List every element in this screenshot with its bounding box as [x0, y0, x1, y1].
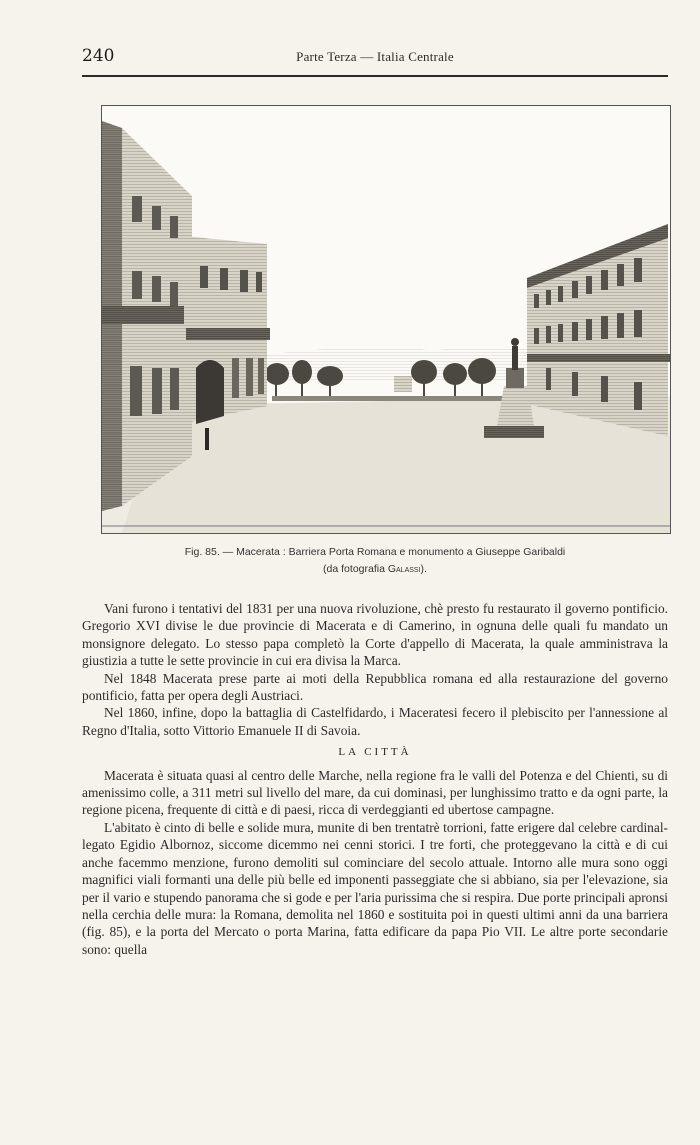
figure-caption	[82, 544, 668, 578]
paragraph: L'abitato è cinto di belle e solide mura, munite di ben trentatrè torrioni, fatte erigere dal celebre cardinal-legato Egidio Albornoz, siccome dicemmo nei cenni storici. I tre forti, che proteggevano la città e di cui anche facemmo menzione, furono demoliti sul cominciare del secolo attuale. Intorno alle mura sono oggi magnifici viali formanti una delle più belle ed imponenti passeggiate che si abbiano, sia per l'elevazione, sia per il vario e stupendo panorama che si gode e per l'aria purissima che si respira. Due porte principali apronsi nella cerchia delle mura: la Romana, demolita nel 1860 e sostituita poi in questi ultimi anni da una barriera (fig. 85), e la porta del Mercato o porta Marina, fatta edificare da papa Pio VII. Le altre porte secondarie sono: quella	[82, 819, 668, 957]
paragraph: Nel 1860, infine, dopo la battaglia di Castelfidardo, i Maceratesi fecero il plebiscito per l'annessione al Regno d'Italia, sotto Vittorio Emanuele II di Savoia.	[82, 705, 668, 738]
caption-line-1: Fig. 85. — Macerata : Barriera Porta Romana e monumento a Giuseppe Garibaldi	[184, 546, 566, 558]
page-header	[82, 46, 668, 72]
piazza-engraving	[102, 106, 670, 533]
caption-line-2	[82, 561, 668, 578]
engraving-illustration	[101, 105, 671, 534]
section-title: LA CITTÀ	[338, 746, 412, 759]
caption-prefix: (da fotografia	[323, 563, 388, 575]
page-number: 240	[82, 46, 115, 66]
caption-suffix: ).	[420, 563, 427, 575]
photo-credit: Galassi	[387, 563, 421, 575]
paragraph: Nel 1848 Macerata prese parte ai moti della Repubblica romana ed alla restaurazione del governo pontificio, fatta per opera degli Austriaci.	[82, 670, 668, 704]
paragraph: Macerata è situata quasi al centro delle Marche, nella regione fra le valli del Potenza e del Chienti, su di amenissimo colle, a 311 metri sul livello del mare, da cui dominasi, per lunghissimo tratto e da ogni parte, la regione picena, frequente di città e di paesi, ricca di verdeggianti ed ubertose campagne.	[82, 767, 668, 818]
body-text	[82, 600, 668, 958]
running-title: Parte Terza — Italia Centrale	[296, 49, 454, 64]
paragraph: Vani furono i tentativi del 1831 per una nuova rivoluzione, chè presto fu restaurato il governo pontificio. Gregorio XVI divise le due provincie di Macerata e di Camerino, in ognuna delle quali fu mandato un monsignore delegato. Lo stesso papa completò la Corte d'appello di Macerata, la quale amministrava la giustizia a tutte le sette provincie in cui era divisa la Marca.	[82, 601, 668, 669]
header-rule	[82, 75, 668, 77]
